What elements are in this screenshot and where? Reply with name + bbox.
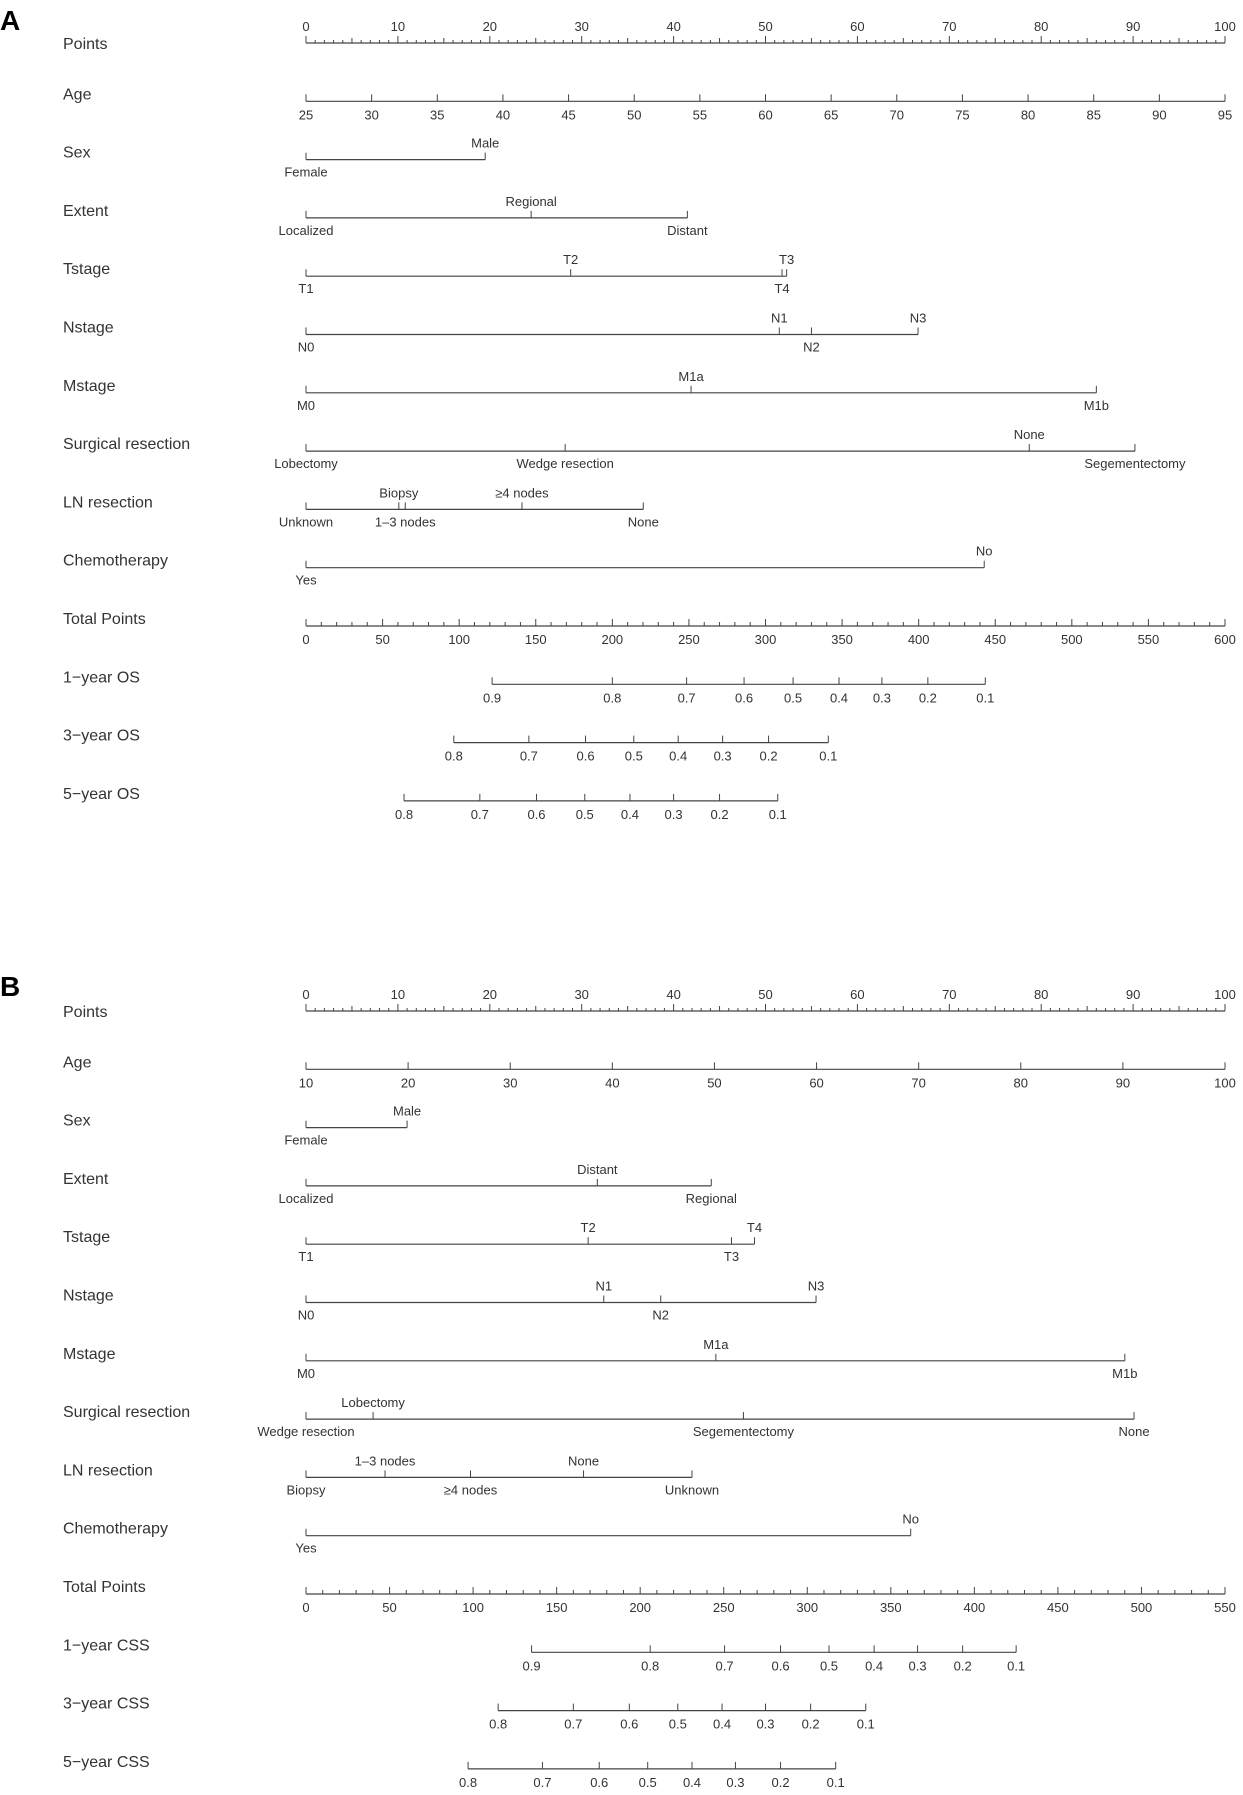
panel-a-outcome-1-tick-label: 0.8 [603,690,622,706]
panel-b-outcome-1-tick-label: 0.7 [715,1658,734,1674]
panel-b-row-age-tick-label: 20 [400,1075,416,1091]
panel-a-outcome-3-tick-label: 0.7 [470,806,489,822]
panel-b-total-points-tick-label: 250 [712,1600,735,1615]
panel-a-outcome-3-tick-label: 0.5 [575,806,594,822]
panel-b-outcome-2-label: 3−year CSS [63,1695,150,1713]
panel-b-row-sex-level-male-label: Male [392,1103,422,1119]
panel-a-row-surgical-resection-level-lobectomy-label: Lobectomy [274,456,338,472]
panel-b-row-age-tick-label: 30 [502,1075,518,1091]
panel-b-row-ln-resection-level-1-3-nodes-label: 1–3 nodes [354,1453,416,1469]
panel-a-points-tick-label: 40 [666,19,681,34]
panel-a-row-sex-level-female-label: Female [284,164,328,180]
panel-b-row-age-label: Age [63,1054,92,1072]
panel-a-row-sex-level-male-label: Male [471,135,500,151]
panel-b-row-age-tick-label: 100 [1214,1075,1236,1091]
panel-a-row-age-tick-label: 25 [298,107,314,123]
panel-b-row-surgical-resection-level-segementectomy-label: Segementectomy [692,1424,795,1440]
panel-b-row-extent-level-regional-label: Regional [685,1190,737,1206]
panel-a-outcome-1-tick-label: 0.1 [976,690,995,706]
panel-a-total-points-tick-label: 550 [1137,632,1160,647]
panel-b-row-tstage-level-t3-label: T3 [723,1249,740,1265]
panel-b-row-ln-resection-level-none-label: None [567,1453,600,1469]
panel-a-outcome-2-tick-label: 0.2 [759,748,778,764]
panel-b-outcome-2-tick-label: 0.2 [801,1716,820,1732]
panel-b-points-tick-label: 40 [666,987,681,1002]
panel-a-row-tstage-level-t3-label: T3 [779,252,795,268]
panel-b-row-age-tick-label: 60 [809,1075,824,1091]
panel-a-row-age-tick-label: 35 [430,107,445,123]
panel-b-row-nstage-label: Nstage [63,1287,114,1305]
panel-a-points-tick-label: 30 [574,19,589,34]
panel-b-row-surgical-resection-level-none-label: None [1118,1424,1150,1440]
panel-b-row-age-tick-label: 90 [1115,1075,1131,1091]
panel-b-points-tick-label: 60 [850,987,865,1002]
panel-b-row-nstage-level-n2-label: N2 [652,1307,670,1323]
panel-b-row-age-tick-label: 40 [605,1075,620,1091]
panel-a-outcome-2-tick-label: 0.4 [669,748,688,764]
panel-a-total-points-tick-label: 250 [678,632,700,647]
panel-a-total-points-tick-label: 600 [1214,632,1236,647]
panel-a-total-points-tick-label: 200 [601,632,624,647]
panel-b-total-points-tick-label: 150 [545,1600,568,1615]
panel-b-total-points-tick-label: 100 [462,1600,484,1615]
panel-b-row-surgical-resection-level-wedge-resection-label: Wedge resection [257,1424,355,1440]
panel-a-total-points-tick-label: 150 [524,632,547,647]
panel-b-outcome-1-label: 1−year CSS [63,1637,150,1655]
panel-a-row-surgical-resection-level-none-label: None [1013,427,1045,443]
panel-b-row-ln-resection-level-biopsy-label: Biopsy [286,1482,326,1498]
panel-b-outcome-1-tick-label: 0.5 [819,1658,839,1674]
panel-a-row-chemotherapy-level-yes-label: Yes [295,572,317,588]
panel-b-row-extent-level-localized-label: Localized [278,1190,334,1206]
panel-b-points-tick-label: 80 [1033,987,1049,1002]
panel-b-row-surgical-resection-label: Surgical resection [63,1404,191,1422]
panel-a-row-age-tick-label: 40 [495,107,511,123]
panel-b-row-ln-resection-level-unknown-label: Unknown [664,1482,720,1498]
panel-a-row-ln-resection-level-1-3-nodes-label: 1–3 nodes [374,514,436,530]
panel-b-row-mstage-level-m1b-label: M1b [1112,1365,1138,1381]
panel-b-outcome-1-tick-label: 0.2 [953,1658,972,1674]
panel-a-row-ln-resection-label: LN resection [63,494,153,512]
panel-b-row-nstage-level-n1-label: N1 [595,1278,613,1294]
panel-a-outcome-2-tick-label: 0.7 [519,748,538,764]
panel-b-outcome-3-tick-label: 0.4 [682,1774,702,1790]
panel-b-row-nstage-level-n0-label: N0 [297,1307,315,1323]
panel-b-row-sex-label: Sex [63,1112,91,1130]
panel-a-outcome-2-tick-label: 0.5 [624,748,643,764]
panel-b-outcome-2-tick-label: 0.4 [713,1716,732,1732]
panel-b-row-ln-resection-level--4-nodes-label: ≥4 nodes [443,1482,498,1498]
panel-a-outcome-3-tick-label: 0.3 [664,806,683,822]
panel-a-points-tick-label: 80 [1033,19,1049,34]
panel-b-row-mstage-level-m0-label: M0 [296,1365,316,1381]
panel-b-outcome-1-tick-label: 0.4 [865,1658,884,1674]
panel-b-row-age-tick-label: 80 [1013,1075,1029,1091]
panel-a-row-age-tick-label: 70 [889,107,905,123]
panel-label-b: B [0,971,21,1002]
panel-b-row-age-tick-label: 50 [707,1075,722,1091]
panel-a-row-ln-resection-level-unknown-label: Unknown [278,514,334,530]
panel-a-row-age-tick-label: 30 [364,107,379,123]
panel-a-points-tick-label: 0 [302,19,310,34]
panel-a-row-tstage-label: Tstage [63,261,111,279]
panel-a-row-nstage-label: Nstage [63,319,114,337]
panel-a-outcome-1-tick-label: 0.9 [483,690,502,706]
panel-a-row-age-tick-label: 80 [1020,107,1036,123]
panel-b-points-tick-label: 10 [390,987,406,1002]
panel-b-row-tstage-level-t2-label: T2 [580,1220,596,1236]
panel-a-row-age-tick-label: 60 [758,107,773,123]
panel-a-row-surgical-resection-level-segementectomy-label: Segementectomy [1084,456,1186,472]
panel-b-row-ln-resection-label: LN resection [63,1462,153,1480]
panel-b-row-chemotherapy-level-no-label: No [902,1511,920,1527]
panel-b-outcome-2-tick-label: 0.8 [489,1716,508,1732]
panel-a-row-nstage-level-n2-label: N2 [803,339,820,355]
panel-a-row-age-tick-label: 75 [955,107,970,123]
panel-b-points-tick-label: 90 [1125,987,1141,1002]
panel-a-row-age-tick-label: 45 [561,107,576,123]
panel-a-row-age-tick-label: 85 [1086,107,1101,123]
panel-a-points-tick-label: 20 [482,19,498,34]
panel-a-row-tstage-level-t4-label: T4 [774,281,790,297]
panel-a-row-age-tick-label: 65 [823,107,839,123]
panel-b-outcome-2-tick-label: 0.1 [856,1716,875,1732]
panel-b-row-extent-level-distant-label: Distant [577,1161,618,1177]
panel-b-outcome-2-tick-label: 0.3 [756,1716,775,1732]
panel-a-row-age-tick-label: 90 [1152,107,1167,123]
panel-b-points-tick-label: 100 [1214,987,1236,1002]
panel-a-row-age-tick-label: 55 [692,107,708,123]
panel-a-points-tick-label: 100 [1214,19,1236,34]
panel-b-total-points-tick-label: 350 [879,1600,902,1615]
panel-a-row-mstage-level-m1b-label: M1b [1083,397,1109,413]
panel-b-row-age-tick-label: 10 [298,1075,314,1091]
panel-b-outcome-3-tick-label: 0.7 [533,1774,552,1790]
panel-b-outcome-1-tick-label: 0.8 [641,1658,660,1674]
panel-b-points-tick-label: 70 [942,987,957,1002]
panel-b-row-chemotherapy-level-yes-label: Yes [295,1540,317,1556]
panel-a-row-chemotherapy-level-no-label: No [975,543,993,559]
panel-b-total-points-tick-label: 200 [629,1600,652,1615]
panel-b-total-points-tick-label: 500 [1130,1600,1153,1615]
panel-b-total-points-tick-label: 450 [1047,1600,1069,1615]
panel-a-outcome-3-tick-label: 0.4 [620,806,639,822]
panel-a-row-nstage-level-n0-label: N0 [297,339,315,355]
panel-b-points-tick-label: 20 [482,987,498,1002]
panel-b-row-chemotherapy-label: Chemotherapy [63,1520,168,1538]
panel-b-outcome-3-tick-label: 0.5 [638,1774,657,1790]
panel-b-row-tstage-label: Tstage [63,1229,111,1247]
panel-a-row-age-label: Age [63,86,92,104]
panel-b-row-tstage-level-t1-label: T1 [298,1249,314,1265]
panel-b-outcome-3-tick-label: 0.8 [459,1774,478,1790]
panel-a-points-label: Points [63,36,108,53]
panel-a-row-extent-level-distant-label: Distant [667,222,708,238]
panel-a-outcome-1-label: 1−year OS [63,669,140,687]
panel-a-outcome-3-tick-label: 0.8 [394,806,414,822]
panel-b-points-label: Points [63,1004,108,1021]
panel-a-total-points-tick-label: 300 [754,632,777,647]
panel-b-row-sex-level-female-label: Female [284,1132,328,1148]
panel-b-total-points-tick-label: 0 [302,1600,310,1615]
panel-a-row-tstage-level-t2-label: T2 [563,252,579,268]
panel-a-row-chemotherapy-label: Chemotherapy [63,552,168,570]
panel-a-row-mstage-level-m0-label: M0 [296,397,316,413]
panel-b-outcome-3-tick-label: 0.6 [590,1774,609,1790]
panel-b-total-points-tick-label: 50 [382,1600,397,1615]
panel-b-row-nstage-level-n3-label: N3 [807,1278,825,1294]
panel-a-points-tick-label: 60 [850,19,865,34]
panel-a-outcome-1-tick-label: 0.6 [735,690,754,706]
panel-a-points-tick-label: 10 [390,19,406,34]
panel-a-row-tstage-level-t1-label: T1 [298,281,314,297]
panel-a-row-extent-level-regional-label: Regional [505,193,557,209]
panel-a-outcome-2-tick-label: 0.1 [819,748,838,764]
panel-a-points-tick-label: 90 [1125,19,1141,34]
panel-a-outcome-1-tick-label: 0.7 [677,690,696,706]
panel-a-total-points-tick-label: 450 [984,632,1007,647]
panel-a-row-nstage-level-n1-label: N1 [770,310,788,326]
panel-a-outcome-2-label: 3−year OS [63,727,140,745]
panel-a-total-points-tick-label: 500 [1060,632,1083,647]
panel-b-outcome-2-tick-label: 0.5 [668,1716,687,1732]
panel-b-total-points-label: Total Points [63,1579,146,1596]
panel-a-outcome-2-tick-label: 0.6 [576,748,595,764]
panel-a-row-nstage-level-n3-label: N3 [909,310,927,326]
panel-b-points-tick-label: 50 [758,987,773,1002]
panel-b-outcome-1-tick-label: 0.1 [1007,1658,1026,1674]
panel-b-total-points-tick-label: 400 [963,1600,986,1615]
panel-b-row-surgical-resection-level-lobectomy-label: Lobectomy [341,1395,405,1411]
panel-a-total-points-tick-label: 0 [302,632,310,647]
panel-b-outcome-2-tick-label: 0.7 [564,1716,583,1732]
panel-b-outcome-1-tick-label: 0.3 [908,1658,927,1674]
plot-layer [63,19,1236,1790]
panel-a-outcome-2-tick-label: 0.3 [713,748,732,764]
panel-b-outcome-1-tick-label: 0.6 [771,1658,790,1674]
panel-a-row-ln-resection-level--4-nodes-label: ≥4 nodes [495,485,549,501]
panel-b-total-points-tick-label: 550 [1214,1600,1236,1615]
panel-b-outcome-3-tick-label: 0.2 [771,1774,790,1790]
panel-a-outcome-1-tick-label: 0.5 [784,690,803,706]
panel-a-outcome-2-tick-label: 0.8 [444,748,463,764]
panel-a-row-age-tick-label: 95 [1217,107,1233,123]
panel-a-row-extent-label: Extent [63,202,109,220]
panel-a-row-ln-resection-level-biopsy-label: Biopsy [379,485,419,501]
panel-a-row-age-tick-label: 50 [626,107,642,123]
panel-a-total-points-label: Total Points [63,611,146,628]
panel-b-row-extent-label: Extent [63,1170,109,1188]
panel-a-row-surgical-resection-label: Surgical resection [63,436,191,454]
panel-a-outcome-3-tick-label: 0.1 [768,806,787,822]
panel-a-outcome-1-tick-label: 0.2 [918,690,937,706]
panel-a-outcome-1-tick-label: 0.3 [872,690,891,706]
panel-a-total-points-tick-label: 50 [375,632,390,647]
panel-a-outcome-3-tick-label: 0.6 [527,806,546,822]
panel-b-row-age-tick-label: 70 [911,1075,926,1091]
panel-b-total-points-tick-label: 300 [796,1600,819,1615]
panel-a-row-ln-resection-level-none-label: None [627,514,659,530]
panel-b-row-mstage-label: Mstage [63,1345,116,1363]
panel-label-a: A [0,5,21,36]
panel-a-row-extent-level-localized-label: Localized [278,222,334,238]
panel-b-row-tstage-level-t4-label: T4 [746,1220,763,1236]
panel-a-total-points-tick-label: 350 [831,632,853,647]
panel-a-points-tick-label: 70 [942,19,957,34]
panel-a-outcome-1-tick-label: 0.4 [829,690,849,706]
panel-a-row-sex-label: Sex [63,144,91,162]
panel-a-outcome-3-tick-label: 0.2 [710,806,729,822]
panel-b-row-mstage-level-m1a-label: M1a [703,1336,729,1352]
panel-b-outcome-3-label: 5−year CSS [63,1753,150,1771]
panel-a-row-mstage-label: Mstage [63,377,116,395]
panel-b-outcome-1-tick-label: 0.9 [522,1658,541,1674]
panel-a-points-tick-label: 50 [758,19,773,34]
panel-a-total-points-tick-label: 100 [448,632,471,647]
panel-b-outcome-3-tick-label: 0.1 [826,1774,845,1790]
panel-b-points-tick-label: 30 [574,987,589,1002]
panel-b-points-tick-label: 0 [302,987,310,1002]
panel-a-total-points-tick-label: 400 [907,632,930,647]
panel-a-outcome-3-label: 5−year OS [63,785,140,803]
panel-a-row-surgical-resection-level-wedge-resection-label: Wedge resection [516,456,614,472]
panel-b-outcome-3-tick-label: 0.3 [726,1774,745,1790]
panel-b-outcome-2-tick-label: 0.6 [620,1716,639,1732]
panel-a-row-mstage-level-m1a-label: M1a [678,368,704,384]
